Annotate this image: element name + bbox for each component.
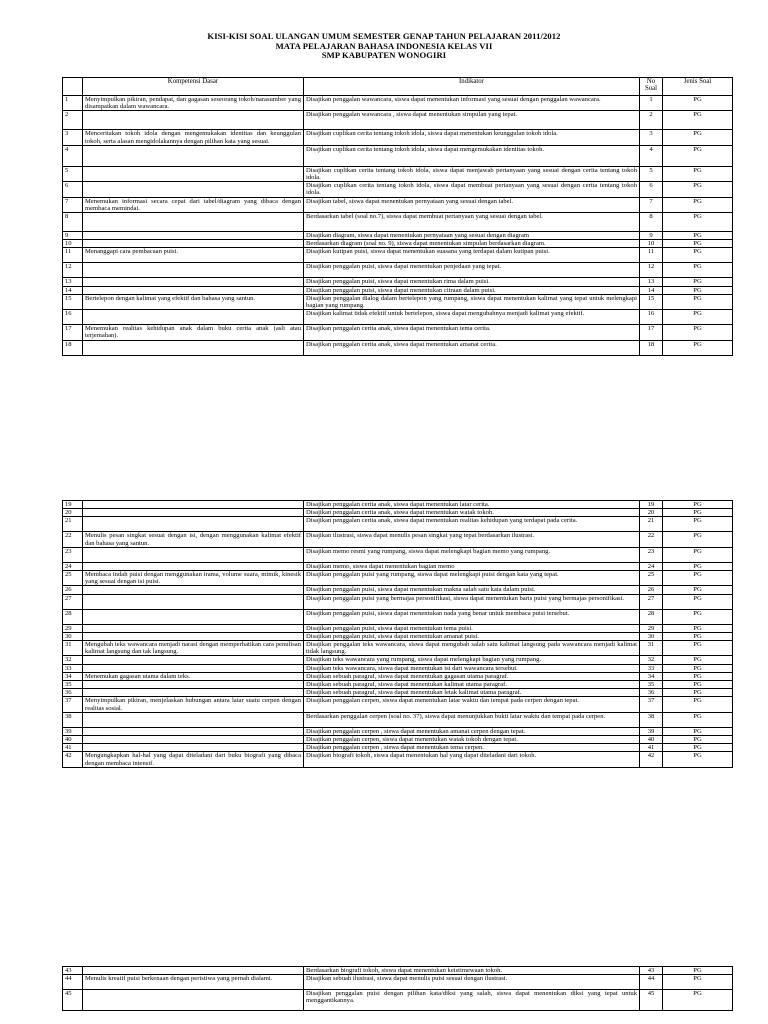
cell-no-soal: 26 <box>640 586 663 594</box>
table-row <box>63 744 733 752</box>
cell-kompetensi-dasar <box>83 727 304 735</box>
table-row <box>63 562 733 570</box>
cell-indikator: Disajikan penggalan puisi yang rumpang, siswa dapat melengkapi puisi dengan kata yang tepat. <box>304 571 640 586</box>
table-row <box>63 571 733 586</box>
cell-kompetensi-dasar: Bertelepon dengan kalimat yang efektif dan bahasa yang santun. <box>83 294 304 309</box>
table-row <box>63 697 733 712</box>
cell-kompetensi-dasar <box>83 712 304 727</box>
cell-no-soal: 3 <box>640 130 663 145</box>
cell-indikator: Disajikan teks wawancara yang rumpang, siswa dapat melengkapi bagian yang rumpang. <box>304 656 640 664</box>
table-row <box>63 689 733 697</box>
cell-indikator: Disajikan cuplikan cerita tentang tokoh idola, siswa dapat menjawab pertanyaan yang sesuai dengan cerita tentang tokoh idola. <box>304 166 640 181</box>
title-line-1: KISI-KISI SOAL ULANGAN UMUM SEMESTER GENAP TAHUN PELAJARAN 2011/2012 <box>207 31 561 41</box>
cell-indikator: Disajikan penggalan puisi, siswa dapat menentukan citraan dalam puisi. <box>304 286 640 294</box>
cell-jenis-soal: PG <box>663 641 733 656</box>
cell-jenis-soal: PG <box>663 509 733 517</box>
cell-kompetensi-dasar <box>83 278 304 286</box>
table-row <box>63 752 733 767</box>
cell-kompetensi-dasar: Menulis kreatif puisi berkenaan dengan peristiwa yang pernah dialami. <box>83 975 304 990</box>
title-line-3: SMP KABUPATEN WONOGIRI <box>321 50 447 61</box>
cell-number: 6 <box>63 182 83 197</box>
table-row <box>63 96 733 111</box>
cell-indikator: Disajikan penggalan puisi, siswa dapat menentukan penjedaan yang tepat. <box>304 263 640 278</box>
cell-jenis-soal: PG <box>663 975 733 990</box>
cell-number: 16 <box>63 310 83 325</box>
cell-indikator: Disajikan sebuah paragraf, siswa dapat menentukan gagasan utama paragraf. <box>304 672 640 680</box>
cell-jenis-soal: PG <box>663 248 733 263</box>
cell-indikator: Disajikan kutipan puisi, siswa dapat menentukan suasana yang terdapat dalam kutipan puisi. <box>304 248 640 263</box>
table-row <box>63 990 733 1011</box>
cell-indikator: Disajikan penggalan dialog dalam bertelepon yang rumpang, siswa dapat menentukan kalimat yang tepat untuk melengkapi bagian yang rumpang. <box>304 294 640 309</box>
cell-kompetensi-dasar: Mengubah teks wawancara menjadi narasi dengan memperhatikan cara penulisan kalimat langsung dan tak langsung. <box>83 641 304 656</box>
cell-no-soal: 14 <box>640 286 663 294</box>
cell-kompetensi-dasar <box>83 182 304 197</box>
cell-kompetensi-dasar <box>83 681 304 689</box>
cell-kompetensi-dasar <box>83 501 304 509</box>
cell-number: 20 <box>63 509 83 517</box>
cell-number: 11 <box>63 248 83 263</box>
cell-kompetensi-dasar: Menanggapi cara pembacaan puisi. <box>83 248 304 263</box>
cell-kompetensi-dasar <box>83 509 304 517</box>
cell-jenis-soal: PG <box>663 501 733 509</box>
cell-number: 4 <box>63 145 83 166</box>
cell-no-soal: 13 <box>640 278 663 286</box>
header-jenis-soal: Jenis Soal <box>663 78 733 96</box>
cell-jenis-soal: PG <box>663 967 733 975</box>
cell-jenis-soal: PG <box>663 182 733 197</box>
cell-no-soal: 2 <box>640 111 663 130</box>
cell-jenis-soal: PG <box>663 310 733 325</box>
cell-indikator: Disajikan kalimat tidak efektif untuk bertelepon, siswa dapat mengubahnya menjadi kalimat yang efektif. <box>304 310 640 325</box>
cell-number: 19 <box>63 501 83 509</box>
cell-kompetensi-dasar <box>83 689 304 697</box>
cell-indikator: Disajikan penggalan cerita anak, siswa dapat menentukan realitas kehidupan yang terdapat pada cerita. <box>304 517 640 532</box>
cell-no-soal: 19 <box>640 501 663 509</box>
cell-jenis-soal: PG <box>663 340 733 355</box>
cell-jenis-soal: PG <box>663 990 733 1011</box>
cell-number: 26 <box>63 586 83 594</box>
cell-jenis-soal: PG <box>663 286 733 294</box>
cell-jenis-soal: PG <box>663 624 733 632</box>
cell-no-soal: 12 <box>640 263 663 278</box>
cell-kompetensi-dasar <box>83 632 304 640</box>
table-row <box>63 517 733 532</box>
cell-number: 18 <box>63 340 83 355</box>
cell-number: 37 <box>63 697 83 712</box>
cell-jenis-soal: PG <box>663 130 733 145</box>
cell-indikator: Disajikan memo resmi yang rumpang, siswa dapat melengkapi bagian memo yang rumpang. <box>304 547 640 562</box>
cell-number: 3 <box>63 130 83 145</box>
cell-indikator: Disajikan penggalan puisi, siswa dapat menentukan amanat puisi. <box>304 632 640 640</box>
cell-no-soal: 45 <box>640 990 663 1011</box>
cell-kompetensi-dasar <box>83 111 304 130</box>
cell-jenis-soal: PG <box>663 213 733 232</box>
table-row <box>63 340 733 355</box>
cell-kompetensi-dasar <box>83 145 304 166</box>
table-row <box>63 240 733 248</box>
cell-number: 23 <box>63 547 83 562</box>
cell-jenis-soal: PG <box>663 664 733 672</box>
cell-indikator: Berdasarkan diagram (soal no. 9), siswa dapat menentukan simpulan berdasarkan diagram. <box>304 240 640 248</box>
cell-indikator: Disajikan penggalan puisi dengan pilihan kata/diksi yang salah, siswa dapat menentukan diksi yang tepat untuk menggantikannya. <box>304 990 640 1011</box>
cell-indikator: Disajikan cuplikan cerita tentang tokoh idola, siswa dapat menentukan keunggulan tokoh idola. <box>304 130 640 145</box>
table-row <box>63 145 733 166</box>
cell-number: 38 <box>63 712 83 727</box>
cell-jenis-soal: PG <box>663 294 733 309</box>
cell-indikator: Disajikan sebuah paragraf, siswa dapat menentukan kalimat utama paragraf. <box>304 681 640 689</box>
table-row <box>63 632 733 640</box>
cell-indikator: Disajikan teks wawancara, siswa dapat menentukan isi dari wawancara tersebut. <box>304 664 640 672</box>
cell-jenis-soal: PG <box>663 586 733 594</box>
cell-no-soal: 34 <box>640 672 663 680</box>
cell-kompetensi-dasar: Menemukan gagasan utama dalam teks. <box>83 672 304 680</box>
cell-indikator: Disajikan penggalan puisi, siswa dapat menentukan rima dalam puisi. <box>304 278 640 286</box>
table-row <box>63 130 733 145</box>
cell-no-soal: 6 <box>640 182 663 197</box>
cell-no-soal: 10 <box>640 240 663 248</box>
cell-jenis-soal: PG <box>663 689 733 697</box>
table-row <box>63 294 733 309</box>
cell-no-soal: 20 <box>640 509 663 517</box>
cell-indikator: Disajikan penggalan cerpen , siswa dapat menentukan tema cerpen. <box>304 744 640 752</box>
cell-jenis-soal: PG <box>663 571 733 586</box>
cell-indikator: Disajikan penggalan cerpen, siswa dapat menentukan watak tokoh dengan tepat. <box>304 736 640 744</box>
table-row <box>63 286 733 294</box>
cell-indikator: Disajikan memo, siswa dapat menentukan bagian memo <box>304 562 640 570</box>
cell-jenis-soal: PG <box>663 96 733 111</box>
cell-no-soal: 35 <box>640 681 663 689</box>
cell-kompetensi-dasar <box>83 736 304 744</box>
cell-jenis-soal: PG <box>663 562 733 570</box>
cell-indikator: Disajikan cuplikan cerita tentang tokoh idola, siswa dapat membuat pertanyaan yang sesuai dengan cerita tentang tokoh idola. <box>304 182 640 197</box>
table-row <box>63 166 733 181</box>
cell-indikator: Disajikan penggalan cerita anak, siswa dapat menentukan latar cerita. <box>304 501 640 509</box>
cell-kompetensi-dasar <box>83 990 304 1011</box>
cell-indikator: Disajikan sebuah ilustrasi, siswa dapat menulis puisi sesuai dengan ilustrasi. <box>304 975 640 990</box>
table-row <box>63 532 733 547</box>
cell-no-soal: 21 <box>640 517 663 532</box>
cell-number: 29 <box>63 624 83 632</box>
cell-number: 44 <box>63 975 83 990</box>
cell-kompetensi-dasar <box>83 310 304 325</box>
table-row <box>63 736 733 744</box>
cell-number: 32 <box>63 656 83 664</box>
cell-number: 7 <box>63 197 83 212</box>
table-row <box>63 278 733 286</box>
cell-number: 13 <box>63 278 83 286</box>
cell-kompetensi-dasar: Menceritakan tokoh idola dengan mengemukakan identitas dan keunggulan tokoh, serta alasan mengidolakannya dengan pilihan kata yang sesuai. <box>83 130 304 145</box>
cell-no-soal: 17 <box>640 325 663 340</box>
cell-kompetensi-dasar <box>83 664 304 672</box>
cell-kompetensi-dasar: Menyimpulkan pikiran, menjelaskan hubungan antara latar suatu cerpen dengan realitas sosial. <box>83 697 304 712</box>
cell-number: 41 <box>63 744 83 752</box>
cell-number: 10 <box>63 240 83 248</box>
cell-kompetensi-dasar: Menemukan realitas kehidupan anak dalam buku cerita anak (asli atau terjemahan). <box>83 325 304 340</box>
cell-no-soal: 44 <box>640 975 663 990</box>
cell-kompetensi-dasar <box>83 240 304 248</box>
cell-no-soal: 23 <box>640 547 663 562</box>
cell-number: 28 <box>63 609 83 624</box>
cell-no-soal: 38 <box>640 712 663 727</box>
cell-jenis-soal: PG <box>663 727 733 735</box>
cell-number: 35 <box>63 681 83 689</box>
cell-number: 43 <box>63 967 83 975</box>
cell-number: 15 <box>63 294 83 309</box>
cell-no-soal: 22 <box>640 532 663 547</box>
cell-kompetensi-dasar <box>83 609 304 624</box>
cell-indikator: Disajikan penggalan wawancara, siswa dapat menentukan informasi yang sesuai dengan penggalan wawancara. <box>304 96 640 111</box>
cell-indikator: Disajikan biografi tokoh, siswa dapat menentukan hal yang dapat diteladani dari tokoh. <box>304 752 640 767</box>
table-row <box>63 681 733 689</box>
cell-kompetensi-dasar: Menemukan informasi secara cepat dari tabel/diagram yang dibaca dengan membaca memindai. <box>83 197 304 212</box>
table-row <box>63 547 733 562</box>
cell-kompetensi-dasar: Menyimpulkan pikiran, pendapat, dan gagasan seseorang tokoh/narasumber yang disampaikan dalam wawancara. <box>83 96 304 111</box>
cell-no-soal: 43 <box>640 967 663 975</box>
cell-no-soal: 37 <box>640 697 663 712</box>
table-row <box>63 641 733 656</box>
cell-jenis-soal: PG <box>663 672 733 680</box>
cell-jenis-soal: PG <box>663 325 733 340</box>
cell-number: 25 <box>63 571 83 586</box>
cell-no-soal: 4 <box>640 145 663 166</box>
cell-no-soal: 36 <box>640 689 663 697</box>
cell-number: 1 <box>63 96 83 111</box>
kisi-kisi-table-part-2 <box>62 500 733 768</box>
cell-no-soal: 16 <box>640 310 663 325</box>
cell-no-soal: 5 <box>640 166 663 181</box>
table-row <box>63 263 733 278</box>
cell-no-soal: 25 <box>640 571 663 586</box>
cell-jenis-soal: PG <box>663 263 733 278</box>
table-row <box>63 182 733 197</box>
cell-jenis-soal: PG <box>663 752 733 767</box>
cell-jenis-soal: PG <box>663 632 733 640</box>
header-indikator: Indikator <box>304 78 640 96</box>
cell-no-soal: 40 <box>640 736 663 744</box>
cell-no-soal: 9 <box>640 232 663 240</box>
table-row <box>63 624 733 632</box>
cell-number: 30 <box>63 632 83 640</box>
cell-no-soal: 18 <box>640 340 663 355</box>
cell-no-soal: 39 <box>640 727 663 735</box>
table-row <box>63 656 733 664</box>
cell-number: 24 <box>63 562 83 570</box>
cell-number: 45 <box>63 990 83 1011</box>
table-row <box>63 111 733 130</box>
cell-no-soal: 7 <box>640 197 663 212</box>
cell-indikator: Disajikan penggalan cerpen , siswa dapat menentukan amanat cerpen dengan tepat. <box>304 727 640 735</box>
table-row <box>63 586 733 594</box>
cell-no-soal: 1 <box>640 96 663 111</box>
cell-kompetensi-dasar <box>83 286 304 294</box>
kisi-kisi-table-part-3 <box>62 966 733 1011</box>
cell-number: 36 <box>63 689 83 697</box>
cell-number: 42 <box>63 752 83 767</box>
cell-kompetensi-dasar <box>83 656 304 664</box>
cell-jenis-soal: PG <box>663 240 733 248</box>
title-line-2: MATA PELAJARAN BAHASA INDONESIA KELAS VII <box>275 40 493 51</box>
cell-indikator: Disajikan penggalan teks wawancara, siswa dapat mengubah salah satu kalimat langsung pada wawancara menjadi kalimat tidak langsung. <box>304 641 640 656</box>
cell-number: 34 <box>63 672 83 680</box>
table-row <box>63 325 733 340</box>
cell-indikator: Disajikan penggalan puisi yang bermajas personifikasi, siswa dapat menentukan baris puisi yang bermajas personifikasi. <box>304 594 640 609</box>
cell-jenis-soal: PG <box>663 532 733 547</box>
cell-indikator: Disajikan ilustrasi, siswa dapat menulis pesan singkat yang tepat berdasarkan ilustrasi. <box>304 532 640 547</box>
cell-number: 40 <box>63 736 83 744</box>
cell-kompetensi-dasar <box>83 340 304 355</box>
cell-jenis-soal: PG <box>663 744 733 752</box>
cell-jenis-soal: PG <box>663 594 733 609</box>
cell-no-soal: 41 <box>640 744 663 752</box>
cell-no-soal: 8 <box>640 213 663 232</box>
cell-no-soal: 32 <box>640 656 663 664</box>
table-row <box>63 967 733 975</box>
cell-jenis-soal: PG <box>663 681 733 689</box>
cell-no-soal: 42 <box>640 752 663 767</box>
cell-no-soal: 30 <box>640 632 663 640</box>
table-row <box>63 197 733 212</box>
cell-number: 33 <box>63 664 83 672</box>
cell-jenis-soal: PG <box>663 697 733 712</box>
cell-kompetensi-dasar <box>83 166 304 181</box>
cell-number: 12 <box>63 263 83 278</box>
table-row <box>63 232 733 240</box>
cell-jenis-soal: PG <box>663 166 733 181</box>
cell-no-soal: 33 <box>640 664 663 672</box>
cell-kompetensi-dasar <box>83 213 304 232</box>
cell-no-soal: 15 <box>640 294 663 309</box>
table-row <box>63 248 733 263</box>
table-row <box>63 213 733 232</box>
cell-jenis-soal: PG <box>663 736 733 744</box>
table-row <box>63 594 733 609</box>
cell-number: 9 <box>63 232 83 240</box>
cell-kompetensi-dasar <box>83 517 304 532</box>
cell-jenis-soal: PG <box>663 278 733 286</box>
cell-indikator: Disajikan sebuah paragraf, siswa dapat menentukan letak kalimat utama paragraf. <box>304 689 640 697</box>
cell-no-soal: 28 <box>640 609 663 624</box>
table-row <box>63 509 733 517</box>
kisi-kisi-table-part-1 <box>62 77 733 356</box>
table-row <box>63 609 733 624</box>
cell-kompetensi-dasar <box>83 594 304 609</box>
table-row <box>63 712 733 727</box>
cell-number: 22 <box>63 532 83 547</box>
cell-kompetensi-dasar <box>83 586 304 594</box>
cell-number: 31 <box>63 641 83 656</box>
cell-indikator: Disajikan penggalan cerpen, siswa dapat menentukan latar waktu dan tempat pada cerpen dengan tepat. <box>304 697 640 712</box>
cell-number: 17 <box>63 325 83 340</box>
cell-kompetensi-dasar <box>83 562 304 570</box>
cell-number: 39 <box>63 727 83 735</box>
cell-number: 5 <box>63 166 83 181</box>
cell-indikator: Disajikan cuplikan cerita tentang tokoh idola, siswa dapat mengemukakan identitas tokoh. <box>304 145 640 166</box>
cell-indikator: Disajikan tabel, siswa dapat menentukan pernyataan yang sesuai dengan tabel. <box>304 197 640 212</box>
cell-indikator: Berdasarkan tabel (soal no.7), siswa dapat membuat pertanyaan yang sesuai dengan tabel. <box>304 213 640 232</box>
cell-jenis-soal: PG <box>663 111 733 130</box>
header-no-soal: No Soal <box>640 78 663 96</box>
cell-no-soal: 24 <box>640 562 663 570</box>
cell-indikator: Disajikan penggalan cerita anak, siswa dapat menentukan watak tokoh. <box>304 509 640 517</box>
cell-indikator: Disajikan penggalan puisi, siswa dapat menentukan makna salah satu kata dalam puisi. <box>304 586 640 594</box>
cell-jenis-soal: PG <box>663 656 733 664</box>
cell-kompetensi-dasar <box>83 744 304 752</box>
cell-number: 14 <box>63 286 83 294</box>
cell-indikator: Disajikan penggalan wawancara , siswa dapat menentukan simpulan yang tepat. <box>304 111 640 130</box>
cell-kompetensi-dasar <box>83 624 304 632</box>
cell-no-soal: 31 <box>640 641 663 656</box>
table-row <box>63 672 733 680</box>
cell-number: 27 <box>63 594 83 609</box>
cell-kompetensi-dasar <box>83 263 304 278</box>
cell-number: 21 <box>63 517 83 532</box>
cell-indikator: Berdasarkan penggalan cerpen (soal no. 37), siswa dapat menunjukkan bukti latar waktu dan tempat pada cerpen. <box>304 712 640 727</box>
cell-indikator: Disajikan penggalan cerita anak, siswa dapat menentukan tema cerita. <box>304 325 640 340</box>
cell-kompetensi-dasar: Mengungkapkan hal-hal yang dapat diteladani dari buku biografi yang dibaca dengan membaca intensif. <box>83 752 304 767</box>
table-row <box>63 501 733 509</box>
cell-kompetensi-dasar <box>83 547 304 562</box>
cell-jenis-soal: PG <box>663 232 733 240</box>
cell-jenis-soal: PG <box>663 517 733 532</box>
cell-kompetensi-dasar: Menulis pesan singkat sesuai dengan isi, dengan menggunakan kalimat efektif dan bahasa yang santun. <box>83 532 304 547</box>
cell-no-soal: 27 <box>640 594 663 609</box>
cell-number: 8 <box>63 213 83 232</box>
cell-jenis-soal: PG <box>663 609 733 624</box>
cell-indikator: Disajikan penggalan cerita anak, siswa dapat menentukan amanat cerita. <box>304 340 640 355</box>
cell-indikator: Disajikan penggalan puisi, siswa dapat menentukan nada yang benar untuk membaca puisi tersebut. <box>304 609 640 624</box>
cell-kompetensi-dasar: Membaca indah puisi dengan menggunakan irama, volume suara, mimik, kinesik yang sesuai dengan isi puisi. <box>83 571 304 586</box>
table-row <box>63 664 733 672</box>
header-kompetensi-dasar: Kompetensi Dasar <box>83 78 304 96</box>
table-row <box>63 727 733 735</box>
cell-number: 2 <box>63 111 83 130</box>
cell-jenis-soal: PG <box>663 145 733 166</box>
cell-jenis-soal: PG <box>663 547 733 562</box>
table-row <box>63 975 733 990</box>
cell-no-soal: 29 <box>640 624 663 632</box>
document-title-block <box>0 32 768 61</box>
cell-no-soal: 11 <box>640 248 663 263</box>
cell-jenis-soal: PG <box>663 712 733 727</box>
cell-indikator: Disajikan penggalan puisi, siswa dapat menentukan tema puisi. <box>304 624 640 632</box>
header-no <box>63 78 83 96</box>
cell-kompetensi-dasar <box>83 967 304 975</box>
cell-indikator: Disajikan diagram, siswa dapat menentukan pernyataan yang sesuai dengan diagram <box>304 232 640 240</box>
table-row <box>63 310 733 325</box>
cell-kompetensi-dasar <box>83 232 304 240</box>
cell-indikator: Berdasarkan biografi tokoh, siswa dapat menentukan keistimewaan tokoh. <box>304 967 640 975</box>
cell-jenis-soal: PG <box>663 197 733 212</box>
